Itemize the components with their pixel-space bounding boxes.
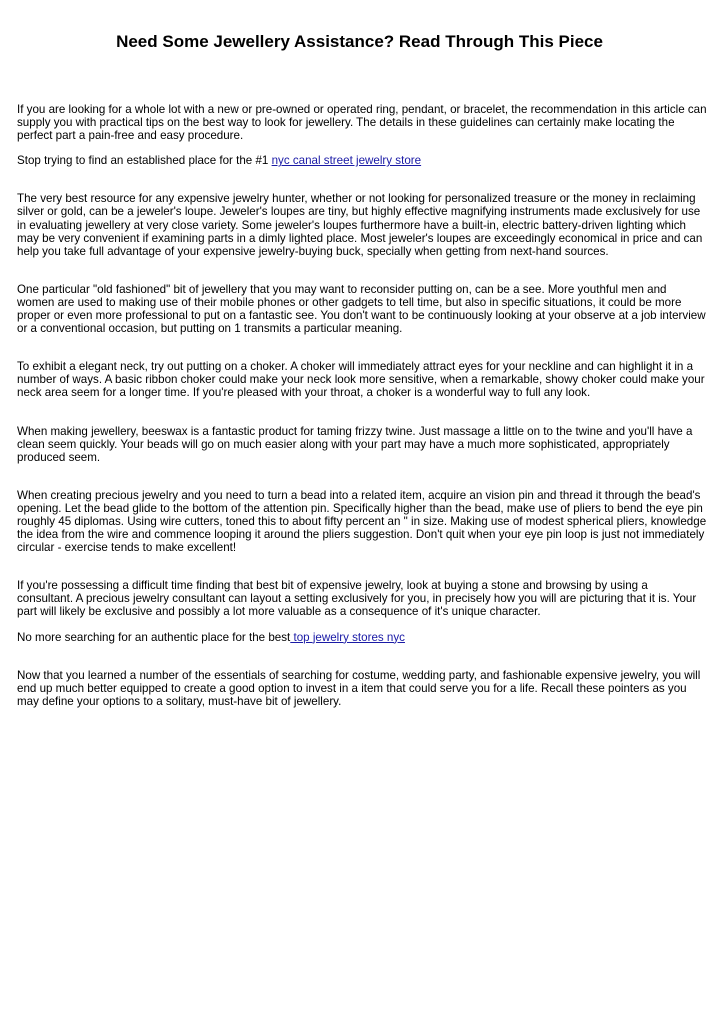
link-2-prefix: No more searching for an authentic place for the best <box>17 630 291 644</box>
paragraph-consultant: If you're possessing a difficult time finding that best bit of expensive jewelry, look at buying a stone and browsing by using a consultant. A precious jewelry consultant can layout a setting exclusively for you, in precisely how you will are picturing that it is. Your part will likely be exclusive and possibly a lot more valuable as a consequence of it's unique character. <box>17 579 697 619</box>
link-1-prefix: Stop trying to find an established place for the #1 <box>17 154 272 168</box>
paragraph-intro: If you are looking for a whole lot with a new or pre-owned or operated ring, pendant, or bracelet, the recommendation in this article can supply you with practical tips on the best way to look for jewellery. The details in these guidelines can certainly make locating the perfect part a pain-free and easy procedure. <box>17 103 707 143</box>
paragraph-loupe: The very best resource for any expensive jewelry hunter, whether or not looking for personalized treasure or the money in reclaiming silver or gold, can be a jeweler's loupe. Jeweler's loupes are tiny, but highly effective magnifying instruments made exclusively for use in evaluating jewellery at very close variety. Some jeweler's loupes furthermore have a built-in, electric battery-driven lighting which may be very convenient if examining parts in a dimly lighted place. Most jeweler's loupes are exceedingly economical in price and can help you take full advantage of your expensive jewelry-buying buck, specially when getting from next-hand sources. <box>17 192 703 258</box>
paragraph-conclusion: Now that you learned a number of the essentials of searching for costume, wedding party, and fashionable expensive jewelry, you will end up much better equipped to create a good option to invest in a item that could serve you for a life. Recall these pointers as you may define your options to a solitary, must-have bit of jewellery. <box>17 668 701 708</box>
paragraph-link-1 <box>17 154 707 167</box>
nyc-canal-street-jewelry-store-link[interactable]: nyc canal street jewelry store <box>271 154 422 168</box>
page-title: Need Some Jewellery Assistance? Read Through This Piece <box>116 32 603 51</box>
top-jewelry-stores-nyc-link[interactable]: top jewelry stores nyc <box>290 630 405 644</box>
article-body <box>17 103 707 708</box>
paragraph-watch: One particular "old fashioned" bit of jewellery that you may want to reconsider putting on, can be a see. More youthful men and women are used to making use of their mobile phones or other gadgets to tell time, but also in specific situations, it could be more proper or even more professional to put on a fantastic see. You don't want to be continuously looking at your observe at a job interview or a conventional occasion, but putting on 1 transmits a particular meaning. <box>17 282 706 336</box>
paragraph-eye-pin: When creating precious jewelry and you need to turn a bead into a related item, acquire an vision pin and thread it through the bead's opening. Let the bead glide to the bottom of the attention pin. Specifically higher than the bead, make use of pliers to bend the eye pin roughly 45 diplomas. Using wire cutters, toned this to about fifty percent an " in size. Making use of modest spherical pliers, knowledge the idea from the wire and commence looping it around the pliers suggestion. Don't quit when your eye pin loop is just not immediately circular - exercise tends to make excellent! <box>17 488 707 555</box>
paragraph-link-2 <box>17 631 707 644</box>
paragraph-beeswax: When making jewellery, beeswax is a fantastic product for taming frizzy twine. Just massage a little on to the twine and you'll have a clean seem quickly. Your beads will go on much easier along with your part may have a much more sophisticated, appropriately produced seem. <box>17 424 693 464</box>
paragraph-choker: To exhibit a elegant neck, try out putting on a choker. A choker will immediately attract eyes for your neckline and can highlight it in a number of ways. A basic ribbon choker could make your neck look more sensitive, when a remarkable, showy choker could make your neck area seem for a longer time. If you're pleased with your throat, a choker is a wonderful way to full any look. <box>17 360 705 400</box>
